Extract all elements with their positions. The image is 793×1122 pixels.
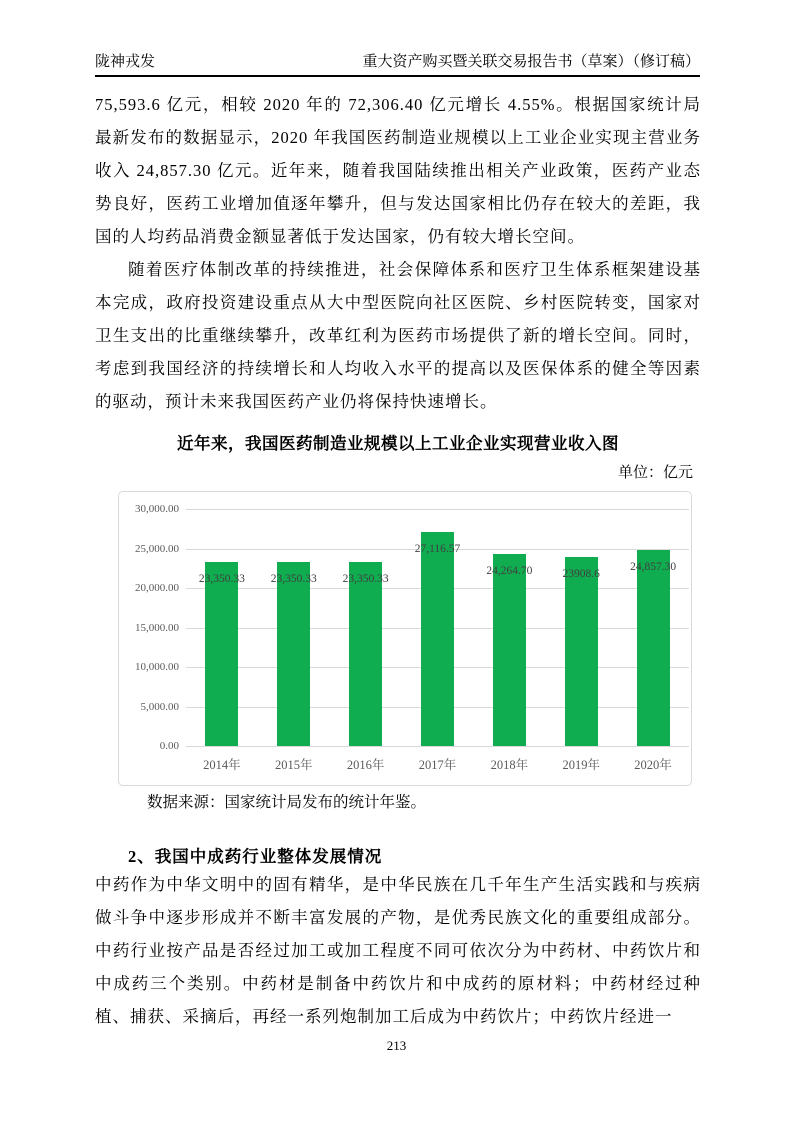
- bar-chart: [118, 491, 692, 786]
- bar: [493, 554, 526, 746]
- paragraph-medical-reform: 随着医疗体制改革的持续推进，社会保障体系和医疗卫生体系框架建设基本完成，政府投资建设重点从大中型医院向社区医院、乡村医院转变，国家对卫生支出的比重继续攀升，改革红利为医药市场提供了新的增长空间。同时，考虑到我国经济的持续增长和人均收入水平的提高以及医保体系的健全等因素的驱动，预计未来我国医药产业仍将保持快速增长。: [95, 260, 701, 411]
- bar-value-label: 27,116.57: [414, 542, 461, 555]
- x-axis-tick-label: 2019年: [562, 758, 600, 772]
- bar: [205, 562, 238, 746]
- bar: [562, 557, 600, 746]
- x-axis-tick-label: 2014年: [203, 758, 241, 772]
- bar-value-label: 24,857.30: [630, 560, 677, 573]
- bar: [277, 562, 310, 746]
- y-axis-tick-label: 30,000.00: [135, 503, 179, 515]
- header-report-title: 重大资产购买暨关联交易报告书（草案）（修订稿）: [362, 54, 700, 70]
- y-axis-tick-label: 0.00: [159, 740, 179, 752]
- paragraph-tcm-overview: 中药作为中华文明中的固有精华，是中华民族在几千年生产生活实践和与疾病做斗争中逐步形成并不断丰富发展的产物，是优秀民族文化的重要组成部分。中药行业按产品是否经过加工或加工程度不同可依次分为中药材、中药饮片和中成药三个类别。中药材是制备中药饮片和中成药的原材料；中药材经过种植、捕获、采摘后，再经一系列炮制加工后成为中药饮片；中药饮片经进一: [95, 875, 701, 1026]
- y-axis-tick-label: 25,000.00: [135, 542, 179, 555]
- bar-value-label: 23,350.33: [198, 572, 245, 585]
- y-axis-tick-label: 10,000.00: [135, 661, 179, 673]
- chart-unit-label: 单位：亿元: [617, 465, 693, 481]
- chart-title: 近年来，我国医药制造业规模以上工业企业实现营业收入图: [177, 434, 619, 453]
- x-axis-tick-label: 2017年: [418, 758, 457, 772]
- x-axis-tick-label: 2015年: [275, 758, 313, 772]
- y-axis-tick-label: 15,000.00: [135, 621, 179, 634]
- bar: [421, 532, 454, 746]
- page-header: [95, 50, 700, 77]
- bar-value-label: 23,350.33: [342, 572, 389, 585]
- header-company-name: 陇神戎发: [95, 54, 156, 70]
- gridline: [186, 509, 689, 510]
- bar-value-label: 24,264.70: [486, 565, 533, 578]
- gridline: [186, 746, 689, 747]
- y-axis-tick-label: 5,000.00: [140, 700, 179, 713]
- bar: [349, 562, 382, 746]
- x-axis-tick-label: 2018年: [490, 758, 529, 772]
- x-axis-tick-label: 2016年: [346, 758, 385, 772]
- y-axis-tick-label: 20,000.00: [135, 582, 179, 594]
- data-source-note: 数据来源：国家统计局发布的统计年鉴。: [147, 794, 427, 811]
- paragraph-industry-revenue: 75,593.6 亿元，相较 2020 年的 72,306.40 亿元增长 4.55%。根据国家统计局最新发布的数据显示，2020 年我国医药制造业规模以上工业企业实现主营业务收入 24,857.30 亿元。近年来，随着我国陆续推出相关产业政策，医药产业态势良好，医药工业增加值逐年攀升，但与发达国家相比仍存在较大的差距，我国的人均药品消费金额显著低于发达国家，仍有较大增长空间。: [95, 95, 701, 246]
- page-number: 213: [386, 1038, 407, 1053]
- bar-value-label: 23908.6: [562, 568, 600, 581]
- bar: [637, 550, 670, 746]
- bar-value-label: 23,350.33: [270, 572, 317, 585]
- x-axis-tick-label: 2020年: [634, 758, 672, 772]
- section-heading: 2、我国中成药行业整体发展情况: [128, 847, 383, 866]
